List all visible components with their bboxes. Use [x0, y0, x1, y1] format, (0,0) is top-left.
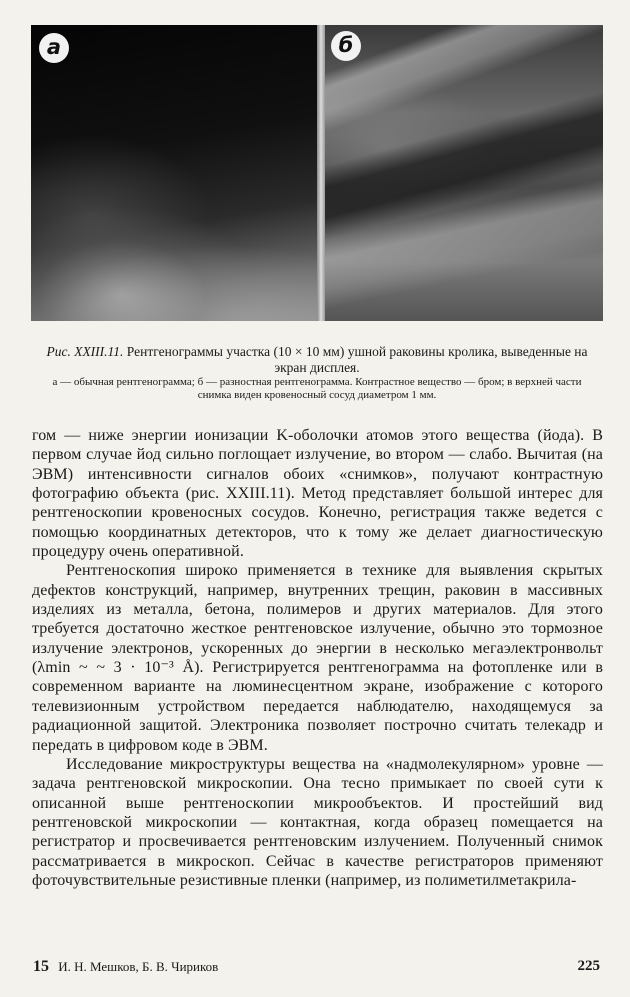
signature-number: 15: [33, 958, 49, 975]
radiograph-difference: [325, 25, 603, 321]
caption-text: Рентгенограммы участка (10 × 10 мм) ушной раковины кролика, выведенные на экран дисплея.: [126, 344, 588, 375]
page-number: 225: [577, 958, 600, 974]
caption-label: Рис. XXIII.11.: [46, 344, 124, 359]
body-text: [32, 426, 603, 890]
figure-legend: а — обычная рентгенограмма; б — разностная рентгенограмма. Контрастное вещество — бром; в верхней части снимка виден кровеносный сосуд диаметром 1 мм.: [52, 376, 582, 401]
paragraph-1: гом — ниже энергии ионизации K-оболочки атомов этого вещества (йода). В первом случае йод сильно поглощает излучение, во втором — слабо. Вычитая (на ЭВМ) интенсивности сигналов обоих «снимков», получают контрастную фотографию объекта (рис. XXIII.11). Метод представляет большой интерес для рентгеноскопии кровеносных сосудов. Конечно, регистрация также ведется с помощью координатных детекторов, что к тому же делает диагностическую процедуру очень оперативной.: [32, 427, 603, 561]
figure-caption: [36, 344, 598, 376]
paragraph-2: Рентгеноскопия широко применяется в технике для выявления скрытых дефектов конструкций, например, внутренних трещин, раковин в массивных изделиях из металла, бетона, полимеров и других материалов. Для этого требуется достаточно жесткое рентгеновское излучение, обычно это тормозное излучение электронов, ускоренных до энергии в несколько мегаэлектронвольт (λmin ~ ~ 3 · 10⁻³ Å). Регистрируется рентгенограмма на фотопленке или в современном варианте на люминесцентном экране, изображение с которого телевизионным устройством передается наблюдателю, находящемуся за радиационной защитой. Электроника позволяет построчно считать телекадр и передать в цифровом коде в ЭВМ.: [32, 562, 603, 754]
radiograph-ordinary: [31, 25, 317, 321]
paragraph-3: Исследование микроструктуры вещества на «надмолекулярном» уровне — задача рентгеновской микроскопии. Она тесно примыкает по своей сути к описанной выше рентгеноскопии микрообъектов. И простейший вид рентгеновской микроскопии — контактная, когда образец помещается на регистратор и просвечивается рентгеновским излучением. Полученный снимок рассматривается в микроскоп. Сейчас в качестве регистраторов применяют фоточувствительные резистивные пленки (например, из полиметилметакрила-: [32, 755, 603, 889]
panel-label-b: б: [331, 31, 361, 61]
footer-signature: [33, 958, 218, 976]
panel-divider: [317, 25, 325, 321]
figure-xrays: [31, 25, 603, 321]
panel-label-a: а: [39, 33, 69, 63]
footer-authors: И. Н. Мешков, Б. В. Чириков: [58, 959, 219, 974]
